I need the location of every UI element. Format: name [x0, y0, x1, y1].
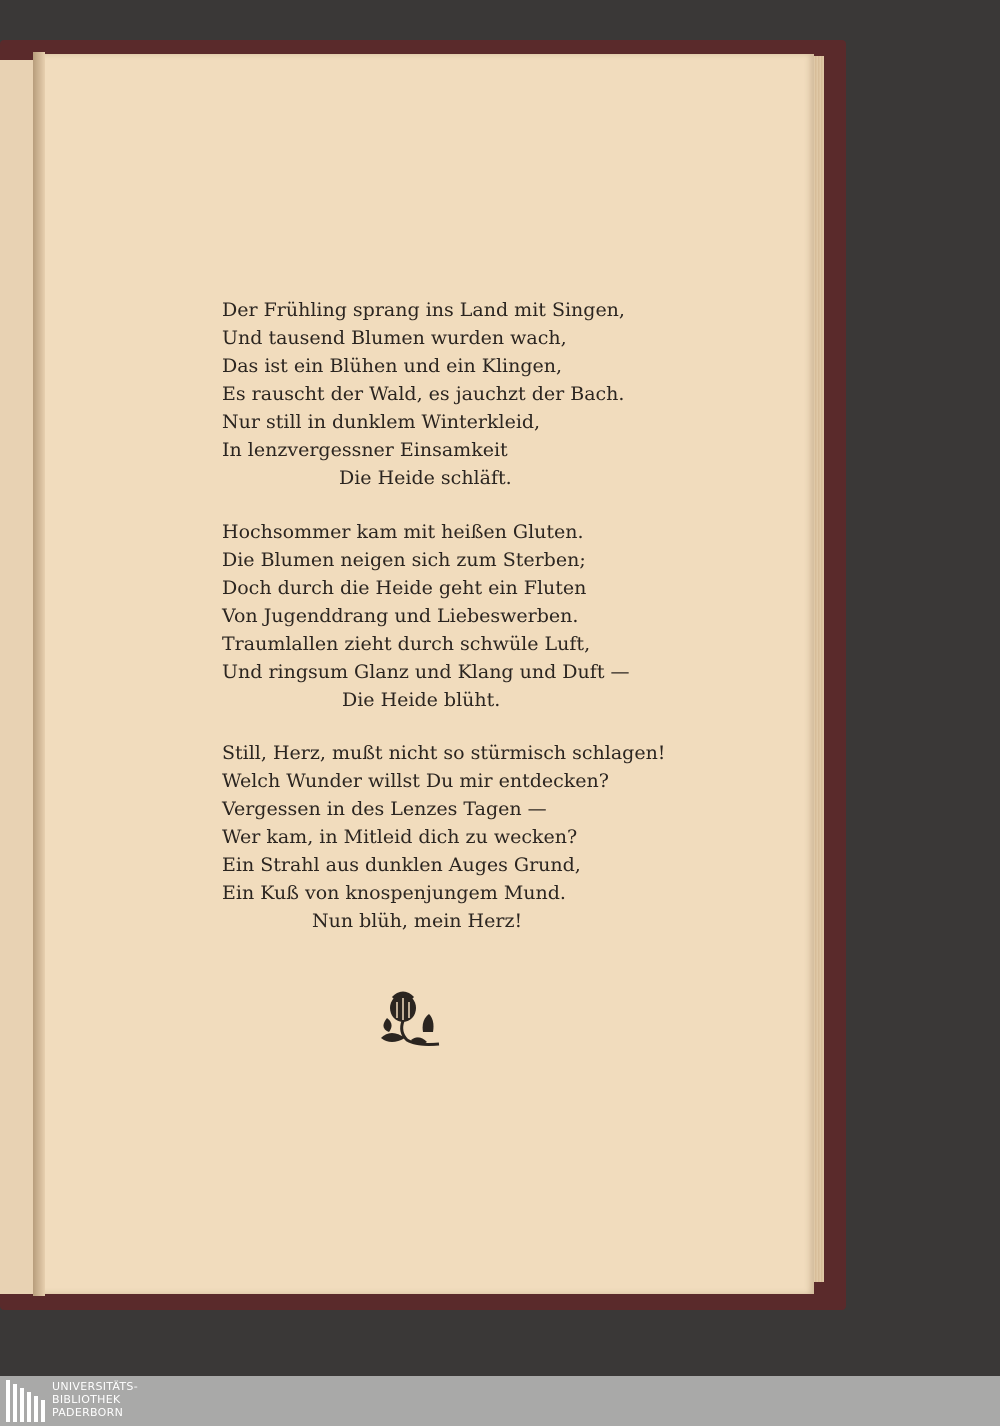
poem-stanza-2: [222, 518, 630, 714]
poem-line: Welch Wunder willst Du mir entdecken?: [222, 770, 609, 792]
poem-line: Wer kam, in Mitleid dich zu wecken?: [222, 826, 578, 848]
poem-line: Nur still in dunklem Winterkleid,: [222, 411, 541, 433]
footer-bar: [0, 1376, 1000, 1426]
poem-refrain: Die Heide schläft.: [339, 467, 512, 489]
page-gutter: [33, 52, 45, 1296]
poem-refrain: Die Heide blüht.: [342, 689, 501, 711]
poem-stanza-1: [222, 296, 625, 492]
poem-stanza-3: [222, 739, 665, 935]
flower-vignette-icon: [377, 988, 449, 1052]
poem-refrain: Nun blüh, mein Herz!: [312, 910, 523, 932]
poem-line: Vergessen in des Lenzes Tagen —: [222, 798, 547, 820]
facing-page-edge: [0, 60, 35, 1294]
poem-line: Der Frühling sprang ins Land mit Singen,: [222, 299, 625, 321]
library-logo-icon: [6, 1380, 46, 1422]
poem-line: Das ist ein Blühen und ein Klingen,: [222, 355, 563, 377]
poem-line: Hochsommer kam mit heißen Gluten.: [222, 521, 584, 543]
poem-line: In lenzvergessner Einsamkeit: [222, 439, 508, 461]
poem-line: Ein Kuß von knospenjungem Mund.: [222, 882, 566, 904]
library-name-line: UNIVERSITÄTS-: [52, 1380, 138, 1393]
poem-line: Es rauscht der Wald, es jauchzt der Bach.: [222, 383, 625, 405]
poem-line: Die Blumen neigen sich zum Sterben;: [222, 549, 586, 571]
library-name-line: BIBLIOTHEK: [52, 1393, 121, 1406]
poem-line: Still, Herz, mußt nicht so stürmisch schlagen!: [222, 742, 666, 764]
poem-line: Und ringsum Glanz und Klang und Duft —: [222, 661, 630, 683]
poem-line: Traumlallen zieht durch schwüle Luft,: [222, 633, 591, 655]
poem-line: Ein Strahl aus dunklen Auges Grund,: [222, 854, 581, 876]
library-name-line: PADERBORN: [52, 1406, 124, 1419]
library-name: [52, 1380, 138, 1419]
poem-line: Und tausend Blumen wurden wach,: [222, 327, 567, 349]
poem-line: Doch durch die Heide geht ein Fluten: [222, 577, 587, 599]
poem-line: Von Jugenddrang und Liebeswerben.: [222, 605, 579, 627]
page-edge-stack: [814, 56, 824, 1282]
